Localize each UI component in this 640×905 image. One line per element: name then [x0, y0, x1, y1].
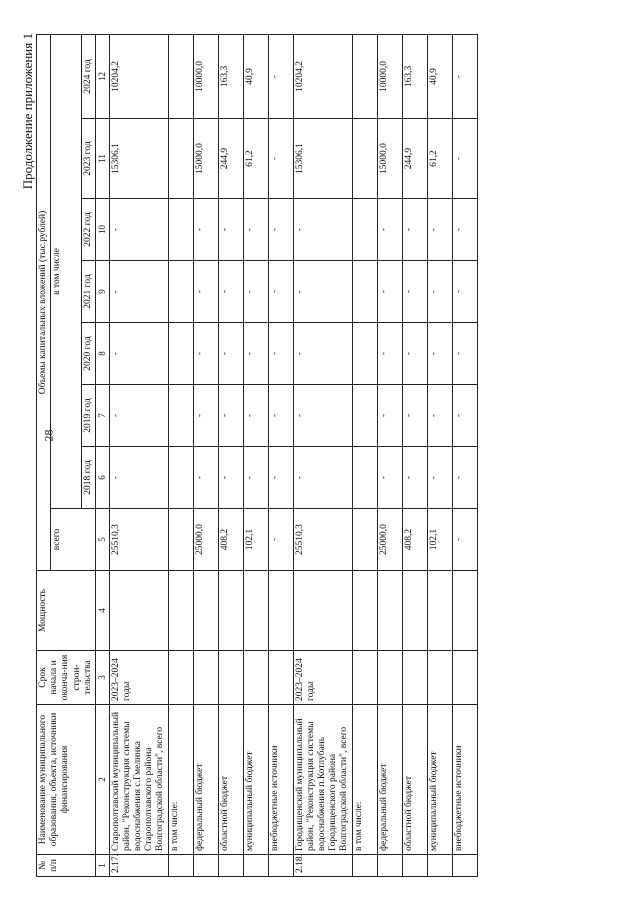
empty-cell — [402, 571, 427, 651]
source-value: - — [268, 323, 293, 385]
header-capacity: Мощность — [37, 571, 96, 651]
source-value: - — [268, 34, 293, 118]
source-value: 25000,0 — [377, 509, 402, 571]
empty-cell — [168, 571, 193, 651]
column-number-row — [96, 34, 110, 876]
item-term: 2023–2024 годы — [109, 651, 168, 705]
empty-cell — [218, 651, 243, 705]
source-value: - — [452, 509, 477, 571]
table-row — [218, 34, 243, 876]
source-value: 61,2 — [243, 119, 268, 199]
source-value: - — [268, 447, 293, 509]
source-value: - — [452, 447, 477, 509]
column-number: 10 — [96, 199, 110, 261]
header-year: 2018 год — [81, 447, 95, 509]
source-value: 10000,0 — [377, 34, 402, 118]
table-row — [293, 34, 352, 876]
header-total: всего — [51, 509, 96, 571]
empty-cell — [352, 571, 377, 651]
empty-cell — [268, 571, 293, 651]
table-row — [402, 34, 427, 876]
item-value: - — [293, 385, 352, 447]
source-value: - — [427, 261, 452, 323]
source-name: внебюджетные источники — [452, 705, 477, 855]
item-value: - — [293, 323, 352, 385]
source-value: 408,2 — [402, 509, 427, 571]
column-number: 11 — [96, 119, 110, 199]
source-value: - — [452, 323, 477, 385]
source-value: 163,3 — [402, 34, 427, 118]
empty-cell — [352, 385, 377, 447]
source-value: - — [243, 323, 268, 385]
source-value: 244,9 — [402, 119, 427, 199]
column-number: 8 — [96, 323, 110, 385]
header-year: 2019 год — [81, 385, 95, 447]
empty-cell — [193, 651, 218, 705]
source-name: внебюджетные источники — [268, 705, 293, 855]
source-value: - — [218, 261, 243, 323]
item-value: 25510,3 — [109, 509, 168, 571]
source-value: - — [402, 199, 427, 261]
empty-cell — [352, 509, 377, 571]
source-value: - — [193, 385, 218, 447]
empty-cell — [168, 651, 193, 705]
item-value: 15306,1 — [293, 119, 352, 199]
source-value: - — [427, 447, 452, 509]
empty-cell — [452, 855, 477, 877]
column-number: 3 — [96, 651, 110, 705]
column-number: 4 — [96, 571, 110, 651]
empty-cell — [168, 261, 193, 323]
capital-investment-table — [36, 34, 478, 877]
header-year: 2024 год — [81, 34, 95, 118]
table-row — [427, 34, 452, 876]
column-number: 5 — [96, 509, 110, 571]
empty-cell — [243, 855, 268, 877]
source-value: - — [402, 323, 427, 385]
empty-cell — [168, 323, 193, 385]
source-name: областной бюджет — [402, 705, 427, 855]
source-value: - — [377, 323, 402, 385]
source-value: 163,3 — [218, 34, 243, 118]
source-value: - — [377, 261, 402, 323]
source-value: - — [377, 199, 402, 261]
empty-cell — [402, 855, 427, 877]
source-value: 40,9 — [427, 34, 452, 118]
continuation-label: Продолжение приложения 1 — [20, 33, 35, 190]
table-row — [243, 34, 268, 876]
source-value: 408,2 — [218, 509, 243, 571]
item-value: 25510,3 — [293, 509, 352, 571]
item-value: 10204,2 — [109, 34, 168, 118]
empty-cell — [168, 447, 193, 509]
source-value: 61,2 — [427, 119, 452, 199]
empty-cell — [168, 34, 193, 118]
empty-cell — [377, 855, 402, 877]
empty-cell — [168, 855, 193, 877]
table-row — [377, 34, 402, 876]
empty-cell — [352, 34, 377, 118]
source-value: - — [218, 385, 243, 447]
source-value: - — [402, 261, 427, 323]
source-value: - — [193, 261, 218, 323]
empty-cell — [243, 571, 268, 651]
empty-cell — [452, 571, 477, 651]
source-value: - — [218, 323, 243, 385]
source-value: 15000,0 — [377, 119, 402, 199]
header-year: 2021 год — [81, 261, 95, 323]
item-value: 15306,1 — [109, 119, 168, 199]
source-value: - — [243, 199, 268, 261]
source-value: - — [427, 199, 452, 261]
source-value: - — [268, 119, 293, 199]
source-name: федеральный бюджет — [377, 705, 402, 855]
table-row — [452, 34, 477, 876]
column-number: 7 — [96, 385, 110, 447]
column-number: 9 — [96, 261, 110, 323]
item-value: - — [293, 199, 352, 261]
item-title: Старополтавский муниципальный район, "Реконструкция системы водоснабжения с.Гмелинка Старополтавского района Волгоградской области", всего — [109, 705, 168, 855]
empty-cell — [168, 199, 193, 261]
item-value: - — [109, 199, 168, 261]
source-value: 244,9 — [218, 119, 243, 199]
item-number: 2.17. — [109, 855, 168, 877]
source-name: муниципальный бюджет — [243, 705, 268, 855]
empty-cell — [218, 855, 243, 877]
source-value: - — [452, 34, 477, 118]
empty-cell — [402, 651, 427, 705]
source-value: - — [377, 447, 402, 509]
header-no: № п/п — [37, 855, 96, 877]
source-name: федеральный бюджет — [193, 705, 218, 855]
column-number: 6 — [96, 447, 110, 509]
header-incl: в том числе — [51, 34, 82, 508]
empty-cell — [452, 651, 477, 705]
empty-cell — [377, 651, 402, 705]
source-value: - — [243, 447, 268, 509]
empty-cell — [352, 261, 377, 323]
item-value: - — [293, 261, 352, 323]
page-number: 28 — [41, 429, 56, 442]
item-value: - — [109, 323, 168, 385]
header-name: Наименование муниципального образования, объекта, источники финансирования — [37, 705, 96, 855]
source-value: - — [193, 447, 218, 509]
source-value: 15000,0 — [193, 119, 218, 199]
empty-cell — [352, 447, 377, 509]
column-number: 2 — [96, 705, 110, 855]
source-value: - — [218, 447, 243, 509]
source-value: - — [427, 323, 452, 385]
table-row — [168, 34, 193, 876]
header-volumes: Объемы капитальных вложений (тыс.рублей) — [37, 34, 51, 570]
source-value: - — [452, 261, 477, 323]
empty-cell — [427, 571, 452, 651]
source-value: - — [218, 199, 243, 261]
empty-cell — [168, 509, 193, 571]
empty-cell — [268, 855, 293, 877]
incl-label: в том числе: — [168, 705, 193, 855]
source-value: 102,1 — [427, 509, 452, 571]
header-year: 2023 год — [81, 119, 95, 199]
item-term: 2023–2024 годы — [293, 651, 352, 705]
empty-cell — [243, 651, 268, 705]
empty-cell — [193, 571, 218, 651]
source-value: - — [402, 385, 427, 447]
source-value: - — [268, 199, 293, 261]
empty-cell — [377, 571, 402, 651]
item-capacity — [293, 571, 352, 651]
source-value: 10000,0 — [193, 34, 218, 118]
item-value: - — [109, 385, 168, 447]
source-value: - — [452, 199, 477, 261]
header-year: 2020 год — [81, 323, 95, 385]
empty-cell — [352, 119, 377, 199]
source-value: - — [268, 509, 293, 571]
source-value: - — [452, 119, 477, 199]
source-value: - — [193, 199, 218, 261]
source-value: - — [402, 447, 427, 509]
table-row — [109, 34, 168, 876]
item-value: - — [109, 447, 168, 509]
empty-cell — [427, 855, 452, 877]
item-value: 10204,2 — [293, 34, 352, 118]
column-number: 1 — [96, 855, 110, 877]
source-value: - — [243, 261, 268, 323]
source-value: - — [243, 385, 268, 447]
empty-cell — [352, 651, 377, 705]
item-value: - — [293, 447, 352, 509]
source-value: - — [268, 385, 293, 447]
empty-cell — [193, 855, 218, 877]
source-name: областной бюджет — [218, 705, 243, 855]
source-value: - — [193, 323, 218, 385]
table-row — [268, 34, 293, 876]
column-number: 12 — [96, 34, 110, 118]
table-row — [352, 34, 377, 876]
item-capacity — [109, 571, 168, 651]
rotated-page — [20, 27, 620, 877]
source-name: муниципальный бюджет — [427, 705, 452, 855]
source-value: - — [268, 261, 293, 323]
empty-cell — [352, 855, 377, 877]
header-term: Срок начала и оконча-ния строи-тельства — [37, 651, 96, 705]
empty-cell — [168, 385, 193, 447]
empty-cell — [352, 323, 377, 385]
empty-cell — [268, 651, 293, 705]
source-value: 40,9 — [243, 34, 268, 118]
empty-cell — [218, 571, 243, 651]
source-value: - — [452, 385, 477, 447]
empty-cell — [168, 119, 193, 199]
source-value: 25000,0 — [193, 509, 218, 571]
table-row — [193, 34, 218, 876]
source-value: - — [377, 385, 402, 447]
incl-label: в том числе: — [352, 705, 377, 855]
header-year: 2022 год — [81, 199, 95, 261]
item-value: - — [109, 261, 168, 323]
item-title: Городищенский муниципальный район, "Реконструкция системы водоснабжения п.Котлубань Городищенского района Волгоградской области", всего — [293, 705, 352, 855]
empty-cell — [427, 651, 452, 705]
source-value: 102,1 — [243, 509, 268, 571]
empty-cell — [352, 199, 377, 261]
item-number: 2.18. — [293, 855, 352, 877]
source-value: - — [427, 385, 452, 447]
